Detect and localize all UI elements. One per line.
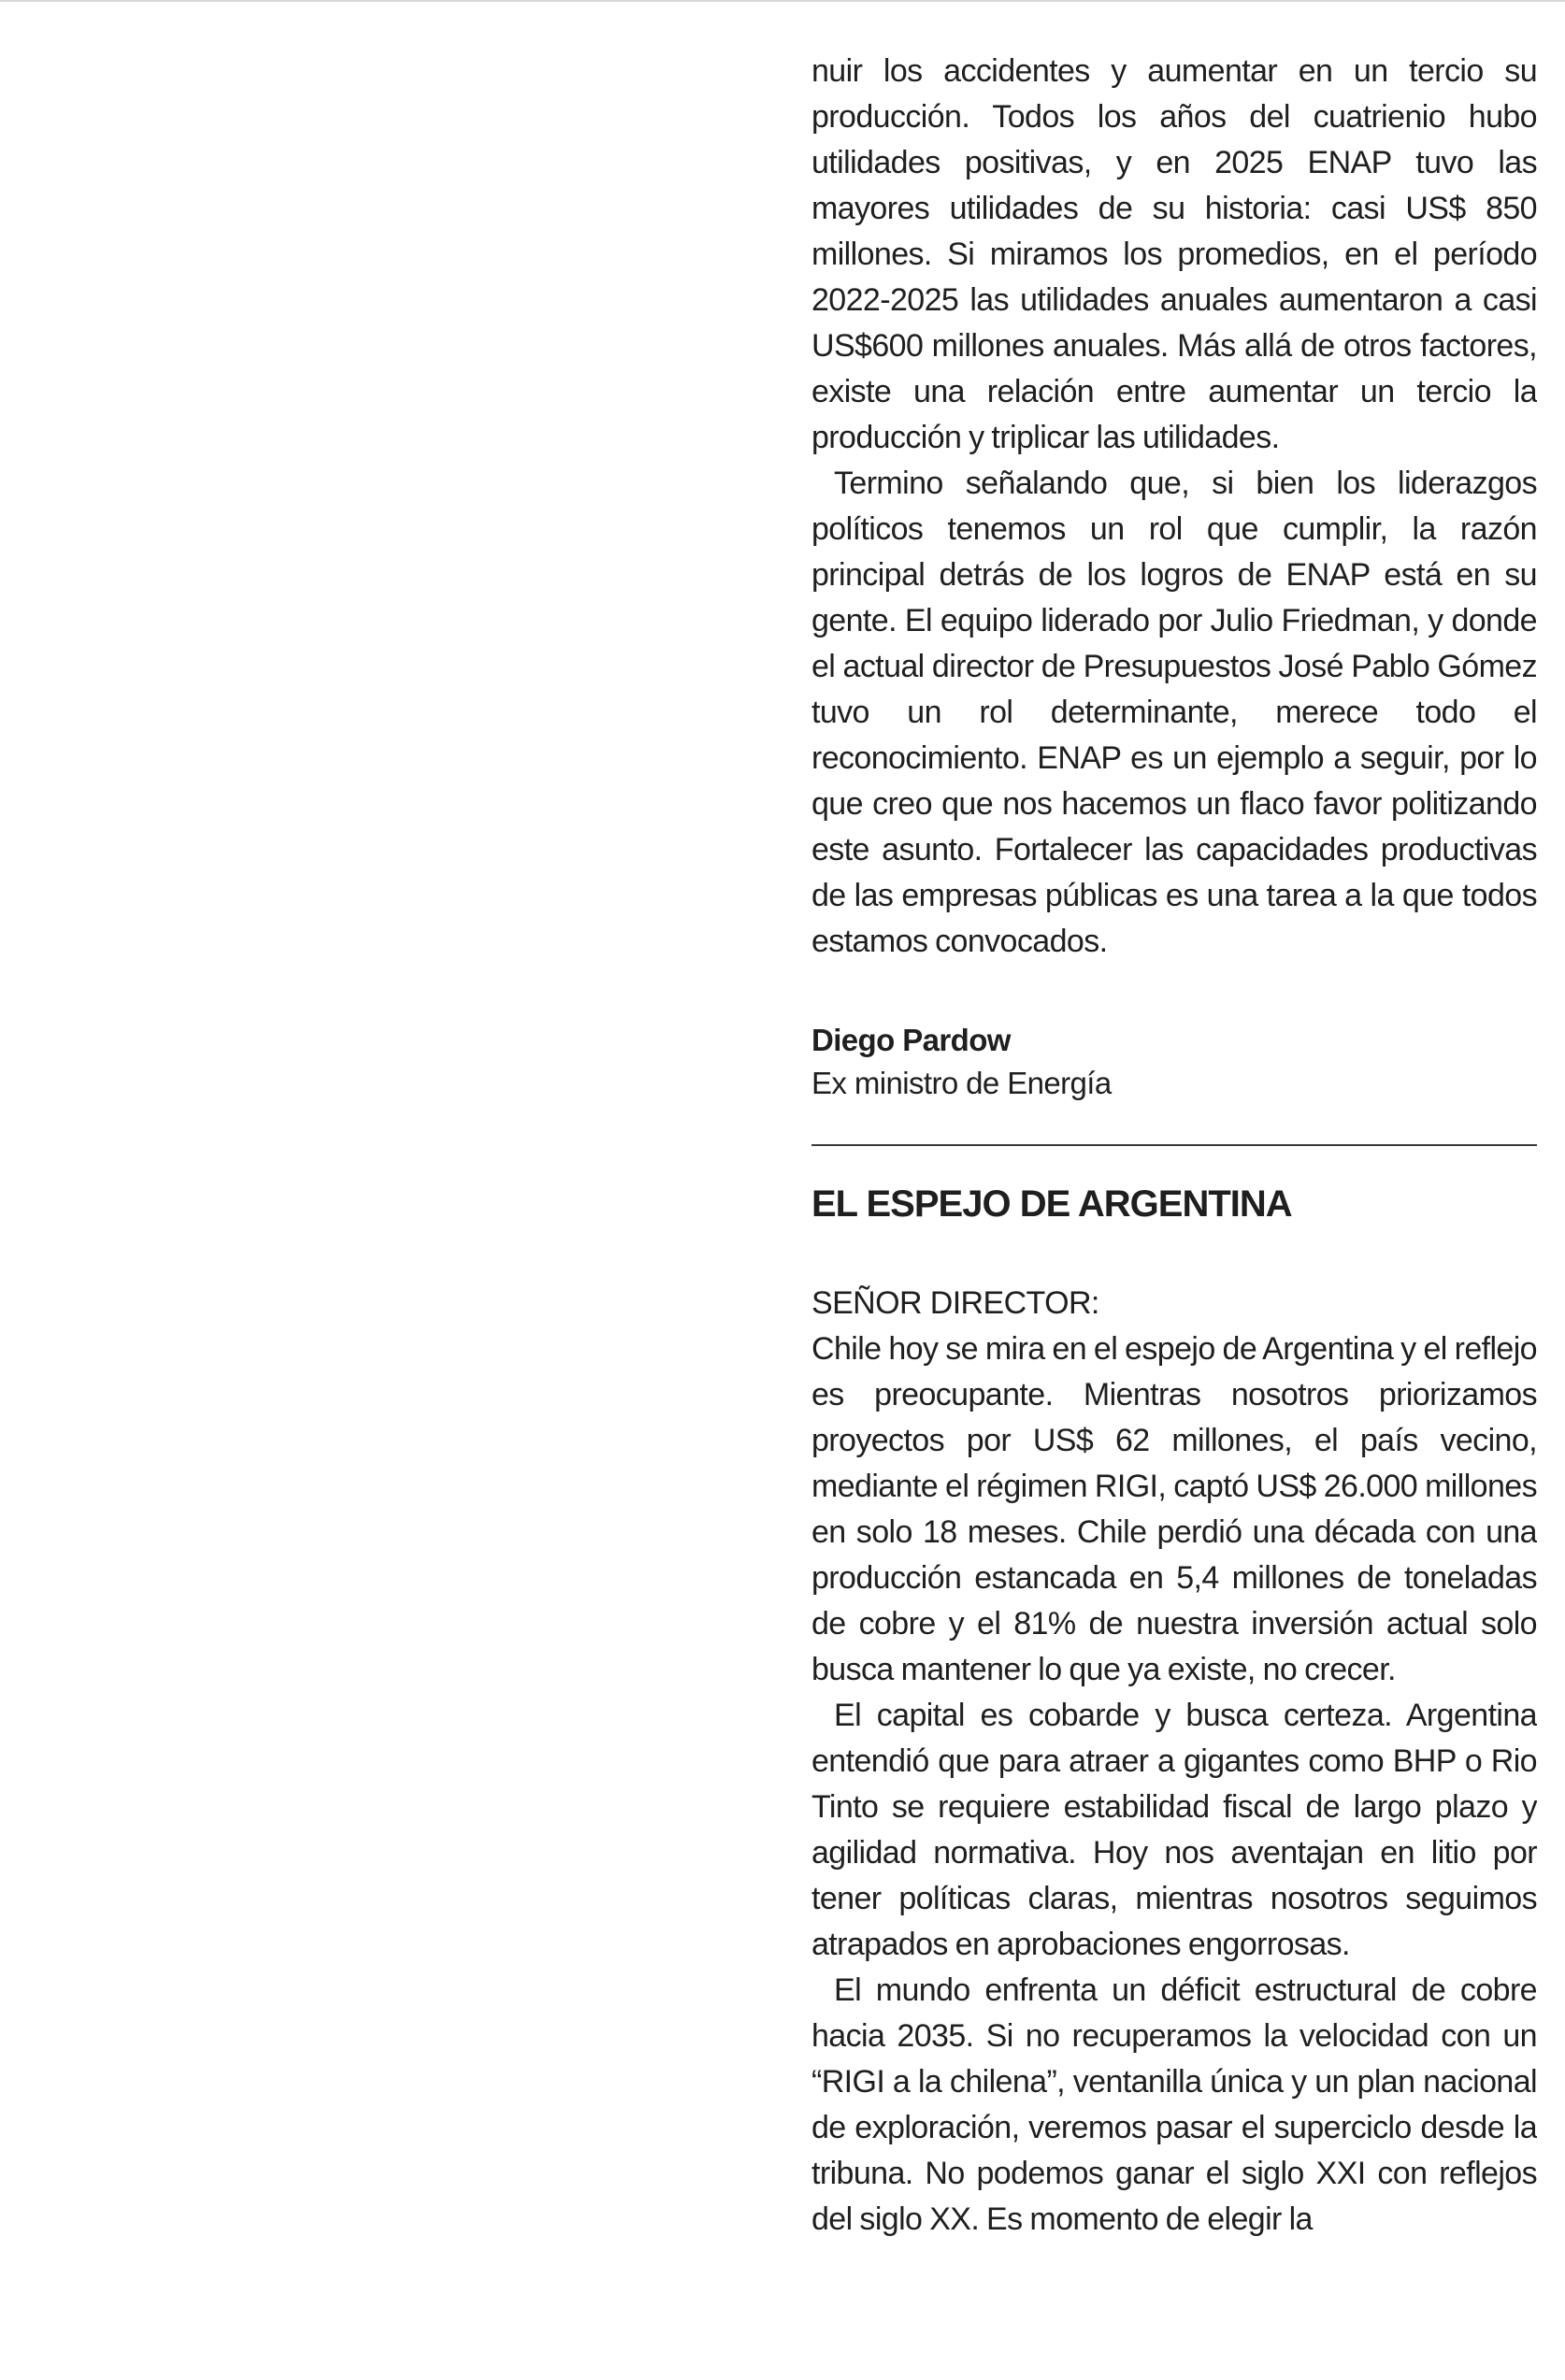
text-column: [811, 49, 1537, 2358]
section-divider: [811, 1144, 1537, 1146]
blank-margin: [0, 2, 804, 2380]
letter-argentina: [811, 1180, 1537, 2243]
body-paragraph: El mundo enfrenta un déficit estructural de cobre hacia 2035. Si no recuperamos la velocidad con un “RIGI a la chilena”, ventanilla única y un plan nacional de exploración, veremos pasar el superciclo desde la tribuna. No podemos ganar el siglo XXI con reflejos del siglo XX. Es momento de elegir la: [811, 1972, 1537, 2237]
body-paragraph: nuir los accidentes y aumentar en un tercio su producción. Todos los años del cuatrienio hubo utilidades positivas, y en 2025 ENAP tuvo las mayores utilidades de su historia: casi US$ 850 millones. Si miramos los promedios, en el período 2022-2025 las utilidades anuales aumentaron a casi US$600 millones anuales. Más allá de otros factores, existe una relación entre aumentar un tercio la producción y triplicar las utilidades.: [811, 53, 1537, 455]
body-paragraph: El capital es cobarde y busca certeza. Argentina entendió que para atraer a gigantes como BHP o Rio Tinto se requiere estabilidad fiscal de largo plazo y agilidad normativa. Hoy nos aventajan en litio por tener políticas claras, mientras nosotros seguimos atrapados en aprobaciones engorrosas.: [811, 1698, 1537, 1962]
salutation: SEÑOR DIRECTOR:: [811, 1285, 1099, 1321]
body-paragraph: Chile hoy se mira en el espejo de Argentina y el reflejo es preocupante. Mientras nosotros priorizamos proyectos por US$ 62 millones, el país vecino, mediante el régimen RIGI, captó US$ 26.000 millones en solo 18 meses. Chile perdió una década con una producción estancada en 5,4 millones de toneladas de cobre y el 81% de nuestra inversión actual solo busca mantener lo que ya existe, no crecer.: [811, 1331, 1537, 1687]
letter-headline: EL ESPEJO DE ARGENTINA: [811, 1183, 1292, 1225]
author-role: Ex ministro de Energía: [811, 1066, 1112, 1100]
author-name: Diego Pardow: [811, 1023, 1011, 1057]
letter-enap: [811, 49, 1537, 1105]
signature: [811, 1019, 1537, 1105]
body-paragraph: Termino señalando que, si bien los liderazgos políticos tenemos un rol que cumplir, la razón principal detrás de los logros de ENAP está en su gente. El equipo liderado por Julio Friedman, y donde el actual director de Presupuestos José Pablo Gómez tuvo un rol determinante, merece todo el reconocimiento. ENAP es un ejemplo a seguir, por lo que creo que nos hacemos un flaco favor politizando este asunto. Fortalecer las capacidades productivas de las empresas públicas es una tarea a la que todos estamos convocados.: [811, 466, 1537, 959]
